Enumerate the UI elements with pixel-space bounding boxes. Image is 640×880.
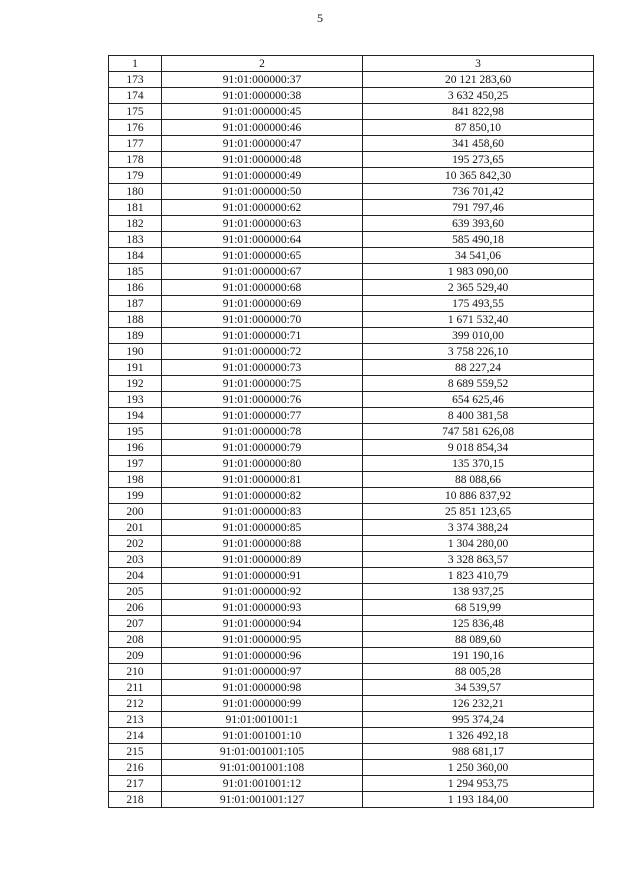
cadastral-number-cell: 91:01:000000:47 bbox=[162, 136, 363, 152]
table-row bbox=[109, 776, 594, 792]
value-cell: 747 581 626,08 bbox=[363, 424, 594, 440]
row-number-cell: 198 bbox=[109, 472, 162, 488]
value-cell: 995 374,24 bbox=[363, 712, 594, 728]
table-row bbox=[109, 120, 594, 136]
table-row bbox=[109, 216, 594, 232]
cadastral-number-cell: 91:01:000000:45 bbox=[162, 104, 363, 120]
table-row bbox=[109, 312, 594, 328]
value-cell: 988 681,17 bbox=[363, 744, 594, 760]
cadastral-number-cell: 91:01:001001:12 bbox=[162, 776, 363, 792]
table-row bbox=[109, 344, 594, 360]
value-cell: 10 886 837,92 bbox=[363, 488, 594, 504]
value-cell: 3 328 863,57 bbox=[363, 552, 594, 568]
table-row bbox=[109, 104, 594, 120]
table-row bbox=[109, 136, 594, 152]
table-row bbox=[109, 456, 594, 472]
table-row bbox=[109, 264, 594, 280]
column-header-2: 2 bbox=[162, 56, 363, 72]
value-cell: 138 937,25 bbox=[363, 584, 594, 600]
cadastral-number-cell: 91:01:000000:70 bbox=[162, 312, 363, 328]
row-number-cell: 199 bbox=[109, 488, 162, 504]
cadastral-number-cell: 91:01:000000:98 bbox=[162, 680, 363, 696]
row-number-cell: 178 bbox=[109, 152, 162, 168]
cadastral-number-cell: 91:01:000000:88 bbox=[162, 536, 363, 552]
value-cell: 1 326 492,18 bbox=[363, 728, 594, 744]
value-cell: 791 797,46 bbox=[363, 200, 594, 216]
cadastral-number-cell: 91:01:000000:71 bbox=[162, 328, 363, 344]
row-number-cell: 214 bbox=[109, 728, 162, 744]
table-row bbox=[109, 424, 594, 440]
cadastral-number-cell: 91:01:000000:77 bbox=[162, 408, 363, 424]
table-row bbox=[109, 248, 594, 264]
row-number-cell: 195 bbox=[109, 424, 162, 440]
table-body bbox=[109, 72, 594, 808]
table-row bbox=[109, 744, 594, 760]
row-number-cell: 204 bbox=[109, 568, 162, 584]
cadastral-number-cell: 91:01:000000:96 bbox=[162, 648, 363, 664]
value-cell: 87 850,10 bbox=[363, 120, 594, 136]
table-row bbox=[109, 520, 594, 536]
row-number-cell: 179 bbox=[109, 168, 162, 184]
cadastral-number-cell: 91:01:000000:82 bbox=[162, 488, 363, 504]
row-number-cell: 202 bbox=[109, 536, 162, 552]
table-row bbox=[109, 392, 594, 408]
table-row bbox=[109, 488, 594, 504]
cadastral-number-cell: 91:01:000000:48 bbox=[162, 152, 363, 168]
column-header-3: 3 bbox=[363, 56, 594, 72]
table-row bbox=[109, 200, 594, 216]
row-number-cell: 189 bbox=[109, 328, 162, 344]
cadastral-number-cell: 91:01:000000:78 bbox=[162, 424, 363, 440]
value-cell: 1 823 410,79 bbox=[363, 568, 594, 584]
value-cell: 8 400 381,58 bbox=[363, 408, 594, 424]
table-row bbox=[109, 584, 594, 600]
cadastral-number-cell: 91:01:000000:76 bbox=[162, 392, 363, 408]
row-number-cell: 176 bbox=[109, 120, 162, 136]
row-number-cell: 187 bbox=[109, 296, 162, 312]
cadastral-number-cell: 91:01:000000:49 bbox=[162, 168, 363, 184]
value-cell: 585 490,18 bbox=[363, 232, 594, 248]
value-cell: 88 227,24 bbox=[363, 360, 594, 376]
row-number-cell: 192 bbox=[109, 376, 162, 392]
row-number-cell: 196 bbox=[109, 440, 162, 456]
table-row bbox=[109, 760, 594, 776]
table-row bbox=[109, 360, 594, 376]
value-cell: 341 458,60 bbox=[363, 136, 594, 152]
value-cell: 25 851 123,65 bbox=[363, 504, 594, 520]
value-cell: 639 393,60 bbox=[363, 216, 594, 232]
row-number-cell: 180 bbox=[109, 184, 162, 200]
row-number-cell: 207 bbox=[109, 616, 162, 632]
row-number-cell: 185 bbox=[109, 264, 162, 280]
table-row bbox=[109, 184, 594, 200]
row-number-cell: 184 bbox=[109, 248, 162, 264]
table-row bbox=[109, 72, 594, 88]
cadastral-number-cell: 91:01:000000:46 bbox=[162, 120, 363, 136]
table-row bbox=[109, 568, 594, 584]
value-cell: 1 304 280,00 bbox=[363, 536, 594, 552]
row-number-cell: 174 bbox=[109, 88, 162, 104]
cadastral-number-cell: 91:01:000000:80 bbox=[162, 456, 363, 472]
row-number-cell: 216 bbox=[109, 760, 162, 776]
cadastral-number-cell: 91:01:000000:65 bbox=[162, 248, 363, 264]
table-row bbox=[109, 632, 594, 648]
value-cell: 1 983 090,00 bbox=[363, 264, 594, 280]
table-row bbox=[109, 616, 594, 632]
value-cell: 126 232,21 bbox=[363, 696, 594, 712]
row-number-cell: 197 bbox=[109, 456, 162, 472]
value-cell: 1 294 953,75 bbox=[363, 776, 594, 792]
table-row bbox=[109, 296, 594, 312]
row-number-cell: 194 bbox=[109, 408, 162, 424]
table-row bbox=[109, 280, 594, 296]
cadastral-number-cell: 91:01:000000:89 bbox=[162, 552, 363, 568]
table-row bbox=[109, 504, 594, 520]
cadastral-number-cell: 91:01:000000:85 bbox=[162, 520, 363, 536]
cadastral-number-cell: 91:01:000000:91 bbox=[162, 568, 363, 584]
table-row bbox=[109, 712, 594, 728]
table-row bbox=[109, 328, 594, 344]
row-number-cell: 182 bbox=[109, 216, 162, 232]
value-cell: 736 701,42 bbox=[363, 184, 594, 200]
row-number-cell: 181 bbox=[109, 200, 162, 216]
cadastral-number-cell: 91:01:000000:73 bbox=[162, 360, 363, 376]
cadastral-number-cell: 91:01:000000:38 bbox=[162, 88, 363, 104]
value-cell: 88 089,60 bbox=[363, 632, 594, 648]
table-row bbox=[109, 664, 594, 680]
row-number-cell: 209 bbox=[109, 648, 162, 664]
row-number-cell: 186 bbox=[109, 280, 162, 296]
value-cell: 3 632 450,25 bbox=[363, 88, 594, 104]
cadastral-number-cell: 91:01:000000:95 bbox=[162, 632, 363, 648]
table-header bbox=[109, 56, 594, 72]
row-number-cell: 188 bbox=[109, 312, 162, 328]
row-number-cell: 200 bbox=[109, 504, 162, 520]
value-cell: 654 625,46 bbox=[363, 392, 594, 408]
value-cell: 88 005,28 bbox=[363, 664, 594, 680]
table-row bbox=[109, 728, 594, 744]
value-cell: 88 088,66 bbox=[363, 472, 594, 488]
value-cell: 34 541,06 bbox=[363, 248, 594, 264]
row-number-cell: 217 bbox=[109, 776, 162, 792]
value-cell: 1 193 184,00 bbox=[363, 792, 594, 808]
cadastral-number-cell: 91:01:000000:79 bbox=[162, 440, 363, 456]
cadastral-number-cell: 91:01:001001:105 bbox=[162, 744, 363, 760]
table-row bbox=[109, 536, 594, 552]
cadastral-number-cell: 91:01:000000:50 bbox=[162, 184, 363, 200]
cadastral-number-cell: 91:01:000000:64 bbox=[162, 232, 363, 248]
column-header-1: 1 bbox=[109, 56, 162, 72]
row-number-cell: 173 bbox=[109, 72, 162, 88]
table-row bbox=[109, 680, 594, 696]
row-number-cell: 203 bbox=[109, 552, 162, 568]
value-cell: 135 370,15 bbox=[363, 456, 594, 472]
cadastral-number-cell: 91:01:001001:1 bbox=[162, 712, 363, 728]
table-row bbox=[109, 408, 594, 424]
cadastral-number-cell: 91:01:000000:37 bbox=[162, 72, 363, 88]
cadastral-number-cell: 91:01:000000:67 bbox=[162, 264, 363, 280]
cadastral-number-cell: 91:01:000000:68 bbox=[162, 280, 363, 296]
cadastral-number-cell: 91:01:000000:63 bbox=[162, 216, 363, 232]
cadastral-number-cell: 91:01:000000:94 bbox=[162, 616, 363, 632]
cadastral-number-cell: 91:01:000000:97 bbox=[162, 664, 363, 680]
row-number-cell: 211 bbox=[109, 680, 162, 696]
cadastral-number-cell: 91:01:000000:75 bbox=[162, 376, 363, 392]
row-number-cell: 201 bbox=[109, 520, 162, 536]
table-row bbox=[109, 440, 594, 456]
page-number: 5 bbox=[317, 11, 323, 25]
value-cell: 20 121 283,60 bbox=[363, 72, 594, 88]
value-cell: 68 519,99 bbox=[363, 600, 594, 616]
value-cell: 399 010,00 bbox=[363, 328, 594, 344]
row-number-cell: 218 bbox=[109, 792, 162, 808]
row-number-cell: 191 bbox=[109, 360, 162, 376]
registry-table bbox=[108, 55, 594, 808]
value-cell: 10 365 842,30 bbox=[363, 168, 594, 184]
row-number-cell: 193 bbox=[109, 392, 162, 408]
row-number-cell: 177 bbox=[109, 136, 162, 152]
cadastral-number-cell: 91:01:000000:83 bbox=[162, 504, 363, 520]
cadastral-number-cell: 91:01:000000:93 bbox=[162, 600, 363, 616]
table-row bbox=[109, 152, 594, 168]
table-row bbox=[109, 88, 594, 104]
table-row bbox=[109, 168, 594, 184]
cadastral-number-cell: 91:01:000000:92 bbox=[162, 584, 363, 600]
value-cell: 34 539,57 bbox=[363, 680, 594, 696]
row-number-cell: 208 bbox=[109, 632, 162, 648]
row-number-cell: 213 bbox=[109, 712, 162, 728]
cadastral-number-cell: 91:01:000000:99 bbox=[162, 696, 363, 712]
value-cell: 195 273,65 bbox=[363, 152, 594, 168]
value-cell: 175 493,55 bbox=[363, 296, 594, 312]
table-row bbox=[109, 648, 594, 664]
table-row bbox=[109, 552, 594, 568]
value-cell: 125 836,48 bbox=[363, 616, 594, 632]
cadastral-number-cell: 91:01:000000:62 bbox=[162, 200, 363, 216]
value-cell: 3 758 226,10 bbox=[363, 344, 594, 360]
table-row bbox=[109, 232, 594, 248]
value-cell: 9 018 854,34 bbox=[363, 440, 594, 456]
value-cell: 8 689 559,52 bbox=[363, 376, 594, 392]
table-row bbox=[109, 600, 594, 616]
cadastral-number-cell: 91:01:000000:72 bbox=[162, 344, 363, 360]
value-cell: 1 671 532,40 bbox=[363, 312, 594, 328]
value-cell: 1 250 360,00 bbox=[363, 760, 594, 776]
row-number-cell: 210 bbox=[109, 664, 162, 680]
row-number-cell: 183 bbox=[109, 232, 162, 248]
cadastral-number-cell: 91:01:001001:127 bbox=[162, 792, 363, 808]
row-number-cell: 215 bbox=[109, 744, 162, 760]
value-cell: 841 822,98 bbox=[363, 104, 594, 120]
row-number-cell: 212 bbox=[109, 696, 162, 712]
table-row bbox=[109, 792, 594, 808]
cadastral-number-cell: 91:01:000000:81 bbox=[162, 472, 363, 488]
value-cell: 191 190,16 bbox=[363, 648, 594, 664]
cadastral-number-cell: 91:01:001001:108 bbox=[162, 760, 363, 776]
table-row bbox=[109, 696, 594, 712]
row-number-cell: 206 bbox=[109, 600, 162, 616]
value-cell: 3 374 388,24 bbox=[363, 520, 594, 536]
cadastral-number-cell: 91:01:000000:69 bbox=[162, 296, 363, 312]
row-number-cell: 190 bbox=[109, 344, 162, 360]
value-cell: 2 365 529,40 bbox=[363, 280, 594, 296]
header-row bbox=[109, 56, 594, 72]
cadastral-number-cell: 91:01:001001:10 bbox=[162, 728, 363, 744]
row-number-cell: 205 bbox=[109, 584, 162, 600]
table-row bbox=[109, 472, 594, 488]
row-number-cell: 175 bbox=[109, 104, 162, 120]
table-row bbox=[109, 376, 594, 392]
